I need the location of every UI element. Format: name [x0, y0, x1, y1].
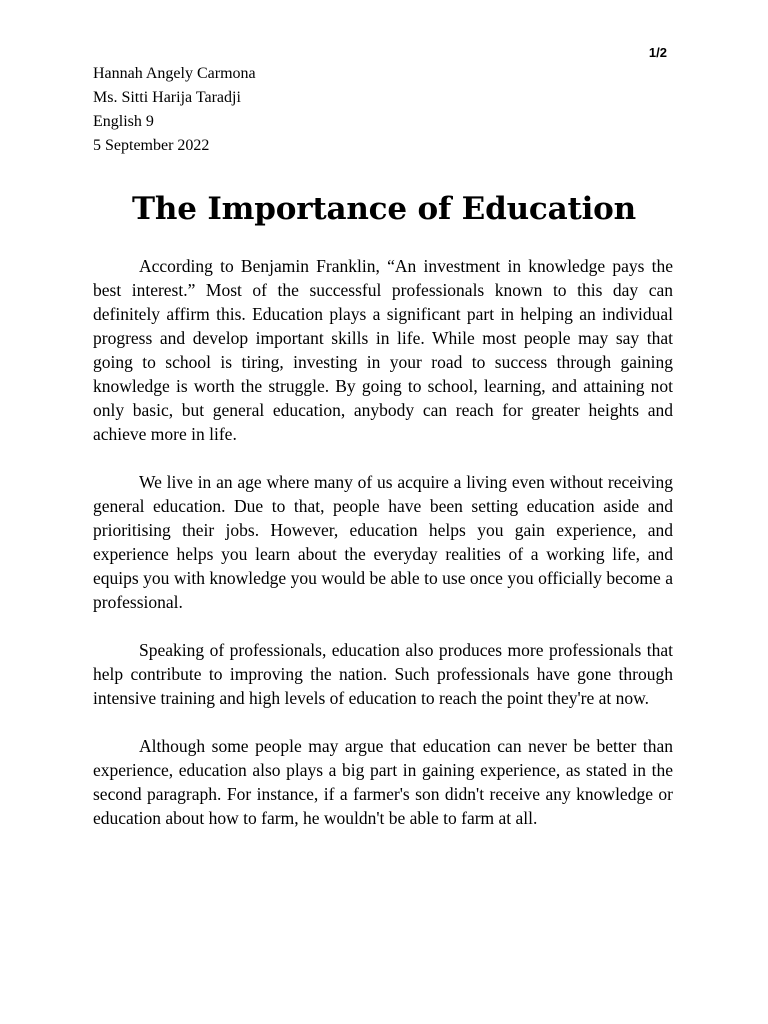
student-name: Hannah Angely Carmona: [93, 65, 256, 82]
teacher-name: Ms. Sitti Harija Taradji: [93, 89, 241, 106]
paragraph-4: Although some people may argue that education can never be better than experience, education also plays a big part in gaining experience, as stated in the second paragraph. For instance, if a farmer's son didn't receive any knowledge or education about how to farm, he wouldn't be able to farm at all.: [93, 736, 673, 828]
page-number: 1/2: [648, 45, 667, 60]
course-name: English 9: [93, 113, 154, 130]
paragraph-2: We live in an age where many of us acquire a living even without receiving general education. Due to that, people have been setting education aside and prioritising their jobs. However, education helps you gain experience, and experience helps you learn about the everyday realities of a working life, and equips you with knowledge you would be able to use once you officially become a professional.: [93, 472, 673, 612]
essay-title: The Importance of Education: [132, 191, 636, 227]
essay-body: [93, 254, 673, 830]
essay-header: [93, 62, 256, 158]
paragraph-3: Speaking of professionals, education also produces more professionals that help contribute to improving the nation. Such professionals have gone through intensive training and high levels of education to reach the point they're at now.: [93, 640, 673, 708]
essay-date: 5 September 2022: [93, 137, 210, 154]
paragraph-1: According to Benjamin Franklin, “An investment in knowledge pays the best interest.” Most of the successful professionals known to this day can definitely affirm this. Education plays a significant part in helping an individual progress and develop important skills in life. While most people may say that going to school is tiring, investing in your road to success through gaining knowledge is worth the struggle. By going to school, learning, and attaining not only basic, but general education, anybody can reach for greater heights and achieve more in life.: [93, 256, 673, 444]
